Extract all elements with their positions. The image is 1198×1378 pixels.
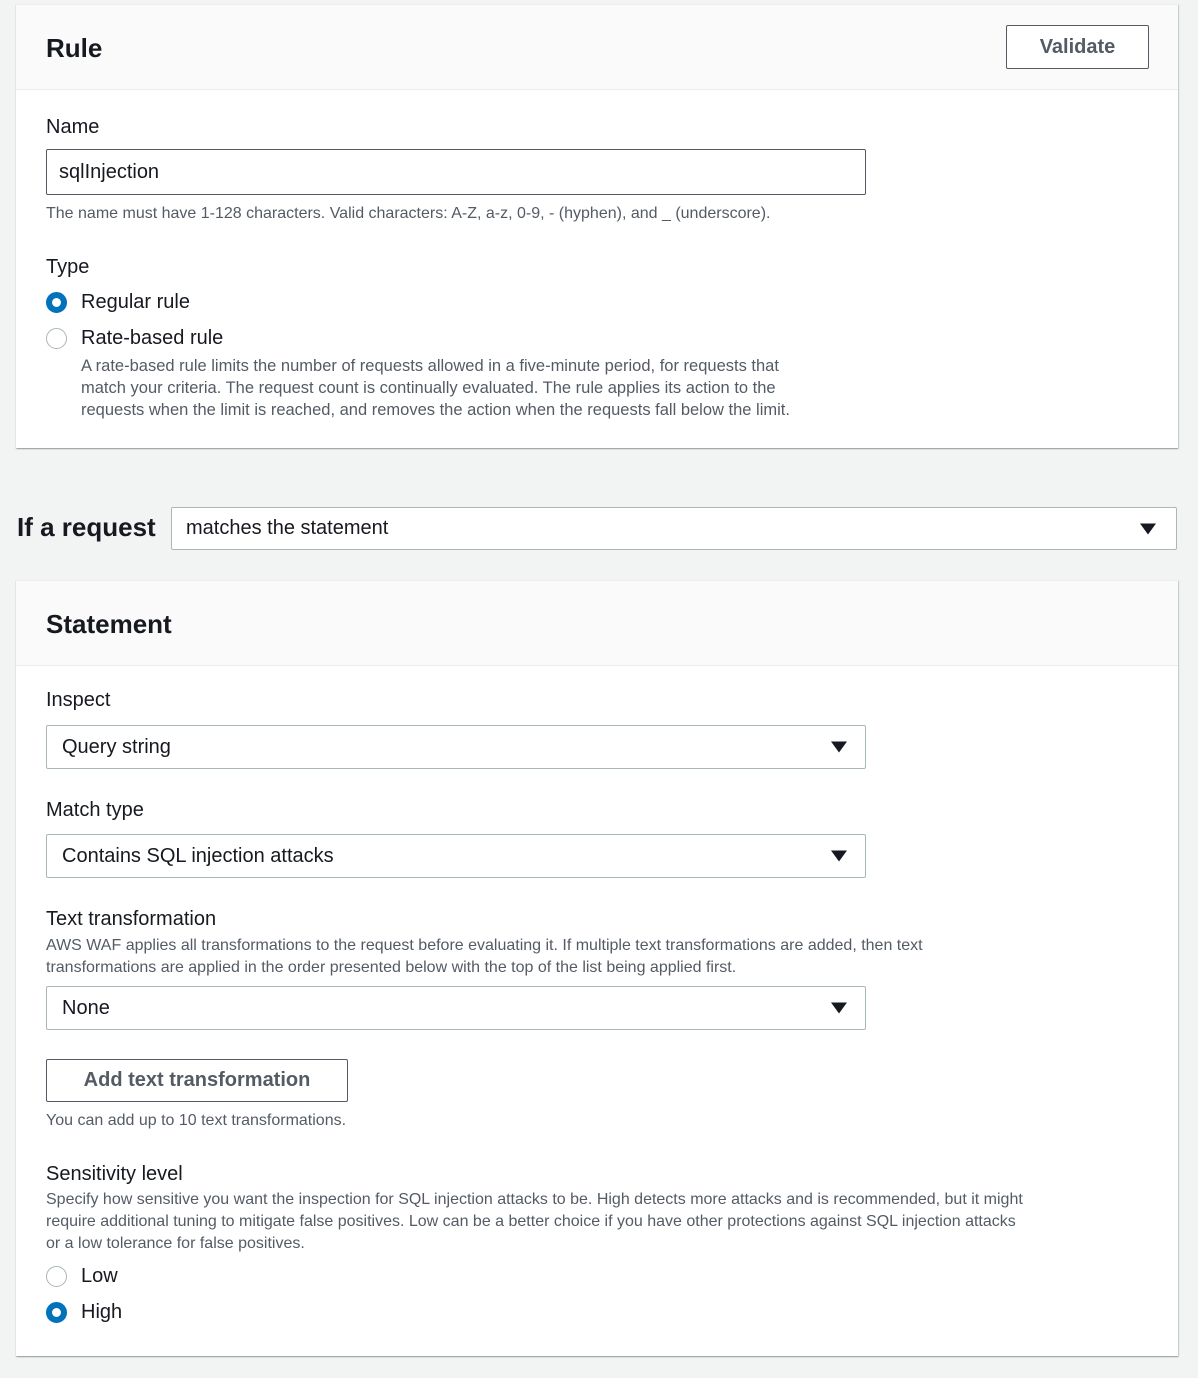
rule-panel-header xyxy=(16,5,1178,90)
condition-select-value: matches the statement xyxy=(186,517,389,539)
statement-title: Statement xyxy=(46,609,172,639)
name-hint: The name must have 1-128 characters. Valid characters: A-Z, a-z, 0-9, - (hyphen), and _ (underscore). xyxy=(46,205,771,222)
sensitivity-description-line: Specify how sensitive you want the inspection for SQL injection attacks to be. High detects more attacks and is recommended, but it might xyxy=(46,1191,1023,1208)
radio-sensitivity-high[interactable] xyxy=(46,1301,122,1324)
text-transformation-description-line: AWS WAF applies all transformations to the request before evaluating it. If multiple text transformations are added, then text xyxy=(46,937,923,954)
radio-rate-based-rule[interactable] xyxy=(46,327,223,350)
sensitivity-description-line: require additional tuning to mitigate false positives. Low can be a better choice if you have other protections against SQL injection attacks xyxy=(46,1213,1016,1230)
sensitivity-description-line: or a low tolerance for false positives. xyxy=(46,1235,305,1252)
radio-unselected-icon[interactable] xyxy=(46,328,67,349)
text-transformation-description xyxy=(46,935,923,979)
add-text-transformation-button[interactable]: Add text transformation xyxy=(46,1059,348,1102)
name-label: Name xyxy=(46,116,100,138)
sensitivity-level-label: Sensitivity level xyxy=(46,1163,183,1185)
sensitivity-description xyxy=(46,1189,1023,1255)
text-transformation-select-value: None xyxy=(62,996,110,1019)
statement-panel xyxy=(16,580,1178,1356)
caret-down-icon xyxy=(831,1003,847,1014)
radio-rate-based-rule-label: Rate-based rule xyxy=(81,327,224,349)
text-transformation-label: Text transformation xyxy=(46,908,217,930)
rule-title: Rule xyxy=(46,33,103,63)
text-transformation-select[interactable] xyxy=(46,986,866,1030)
rate-based-description-line: match your criteria. The request count is continually evaluated. The rule applies its action to the xyxy=(81,379,776,397)
inspect-select[interactable] xyxy=(46,725,866,769)
match-type-select[interactable] xyxy=(46,834,866,878)
radio-selected-icon[interactable] xyxy=(46,292,67,313)
statement-panel-header xyxy=(16,581,1178,666)
caret-down-icon xyxy=(1140,523,1156,534)
rate-based-description xyxy=(81,355,790,421)
radio-unselected-icon[interactable] xyxy=(46,1266,67,1287)
caret-down-icon xyxy=(831,851,847,862)
name-input[interactable] xyxy=(46,149,866,195)
condition-select[interactable] xyxy=(171,507,1177,550)
validate-button[interactable]: Validate xyxy=(1006,25,1149,69)
radio-regular-rule-label: Regular rule xyxy=(81,291,190,313)
type-label: Type xyxy=(46,256,90,278)
radio-regular-rule[interactable] xyxy=(46,291,190,314)
inspect-label: Inspect xyxy=(46,689,111,711)
inspect-select-value: Query string xyxy=(62,735,171,758)
radio-sensitivity-low[interactable] xyxy=(46,1265,118,1288)
radio-sensitivity-low-label: Low xyxy=(81,1265,118,1287)
text-transformation-description-line: transformations are applied in the order presented below with the top of the list being applied first. xyxy=(46,959,737,976)
match-type-select-value: Contains SQL injection attacks xyxy=(62,844,334,867)
radio-sensitivity-high-label: High xyxy=(81,1301,123,1323)
rate-based-description-line: requests when the limit is reached, and removes the action when the requests fall below the limit. xyxy=(81,401,790,419)
rule-panel xyxy=(16,4,1178,448)
match-type-label: Match type xyxy=(46,799,144,821)
add-transformation-hint: You can add up to 10 text transformations. xyxy=(46,1112,347,1129)
condition-label: If a request xyxy=(17,512,156,542)
caret-down-icon xyxy=(831,742,847,753)
rate-based-description-line: A rate-based rule limits the number of requests allowed in a five-minute period, for requests that xyxy=(81,357,779,375)
radio-selected-icon[interactable] xyxy=(46,1302,67,1323)
